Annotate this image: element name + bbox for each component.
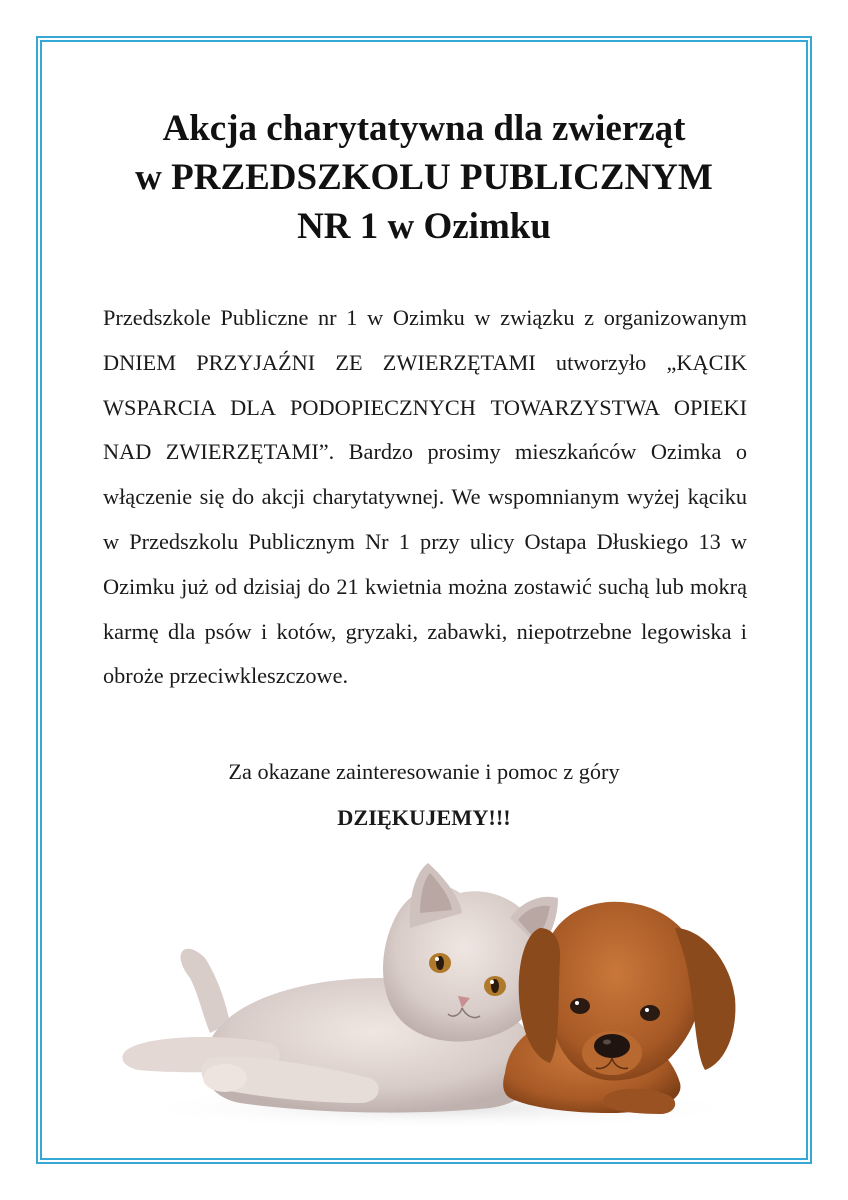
title-line-1: Akcja charytatywna dla zwierząt [162,108,686,149]
title-line-2: w PRZEDSZKOLU PUBLICZNYM [135,157,713,198]
kitten-and-puppy-image [110,858,750,1128]
page-title [0,104,848,251]
title-line-3: NR 1 w Ozimku [297,206,551,247]
closing-line: Za okazane zainteresowanie i pomoc z góry [228,759,620,784]
announcement-paragraph: Przedszkole Publiczne nr 1 w Ozimku w związku z organizowanym DNIEM PRZYJAŹNI ZE ZWIERZĘTAMI utworzyło „KĄCIK WSPARCIA DLA PODOPIECZNYCH TOWARZYSTWA OPIEKI NAD ZWIERZĘTAMI”. Bardzo prosimy mieszkańców Ozimka o włączenie się do akcji charytatywnej. We wspomnianym wyżej kąciku w Przedszkolu Publicznym Nr 1 przy ulicy Ostapa Dłuskiego 13 w Ozimku już od dzisiaj do 21 kwietnia można zostawić suchą lub mokrą karmę dla psów i kotów, gryzaki, zabawki, niepotrzebne legowiska i obroże przeciwkleszczowe. [103,305,747,689]
thank-you-text: DZIĘKUJEMY!!! [337,805,511,830]
